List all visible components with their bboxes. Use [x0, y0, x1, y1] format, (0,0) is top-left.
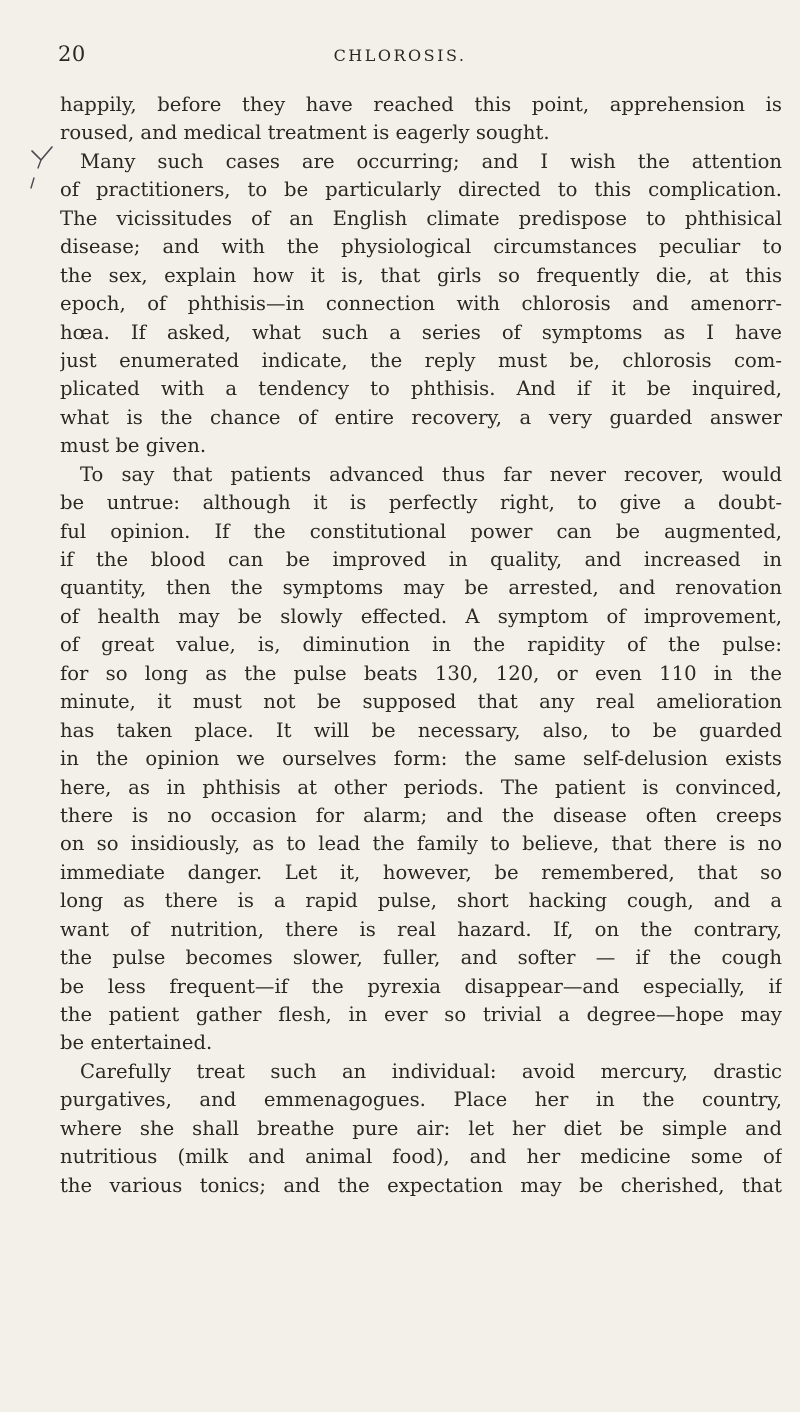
- text-line: there is no occasion for alarm; and the disease often creeps: [60, 803, 782, 827]
- text-line: be less frequent—if the pyrexia disappear—and especially, if: [60, 974, 782, 998]
- text-line: hœa. If asked, what such a series of symptoms as I have: [60, 320, 782, 344]
- text-line: roused, and medical treatment is eagerly sought.: [60, 121, 550, 145]
- text-line: disease; and with the physiological circumstances peculiar to: [60, 235, 782, 259]
- text-line: what is the chance of entire recovery, a very guarded answer: [60, 405, 782, 429]
- text-line: on so insidiously, as to lead the family to believe, that there is no: [60, 832, 782, 856]
- text-line: of practitioners, to be particularly directed to this complication.: [60, 178, 782, 202]
- text-line: plicated with a tendency to phthisis. And if it be inquired,: [60, 377, 782, 401]
- text-line: happily, before they have reached this point, apprehension is: [60, 93, 782, 116]
- text-line: purgatives, and emmenagogues. Place her in the country,: [60, 1088, 782, 1112]
- text-line: just enumerated indicate, the reply must be, chlorosis com-: [60, 348, 782, 372]
- text-line: ful opinion. If the constitutional power can be augmented,: [60, 519, 782, 543]
- text-line: epoch, of phthisis—in connection with chlorosis and amenorr-: [60, 292, 782, 316]
- text-line: want of nutrition, there is real hazard. If, on the contrary,: [60, 917, 782, 941]
- text-line: the sex, explain how it is, that girls so frequently die, at this: [60, 263, 782, 287]
- text-line: long as there is a rapid pulse, short hacking cough, and a: [60, 889, 782, 913]
- text-line: nutritious (milk and animal food), and her medicine some of: [60, 1145, 782, 1169]
- text-line: be untrue: although it is perfectly right, to give a doubt-: [60, 491, 782, 515]
- paragraph-start-line: Carefully treat such an individual: avoid mercury, drastic: [80, 1059, 782, 1083]
- text-line: has taken place. It will be necessary, also, to be guarded: [60, 718, 782, 742]
- paragraph-start-line: Many such cases are occurring; and I wish the attention: [80, 149, 782, 173]
- text-line: the patient gather flesh, in ever so trivial a degree—hope may: [60, 1003, 782, 1026]
- page-number: 20: [58, 42, 86, 66]
- text-line: be entertained.: [60, 1031, 213, 1055]
- text-line: for so long as the pulse beats 130, 120, or even 110 in the: [60, 661, 782, 685]
- text-line: in the opinion we ourselves form: the same self-delusion exists: [60, 747, 782, 771]
- running-head: [0, 38, 800, 78]
- text-line: of health may be slowly effected. A symptom of improvement,: [60, 604, 782, 628]
- text-line: immediate danger. Let it, however, be remembered, that so: [60, 860, 782, 884]
- text-line: must be given.: [60, 434, 207, 458]
- text-line: The vicissitudes of an English climate predispose to phthisical: [60, 206, 782, 230]
- text-line: where she shall breathe pure air: let her diet be simple and: [60, 1116, 782, 1140]
- text-line: here, as in phthisis at other periods. The patient is convinced,: [60, 775, 782, 799]
- text-line: the various tonics; and the expectation may be cherished, that: [60, 1173, 782, 1197]
- text-line: if the blood can be improved in quality, and increased in: [60, 548, 782, 571]
- text-line: quantity, then the symptoms may be arrested, and renovation: [60, 576, 782, 600]
- text-line: the pulse becomes slower, fuller, and softer — if the cough: [60, 946, 782, 970]
- paragraph-start-line: To say that patients advanced thus far never recover, would: [80, 462, 782, 486]
- body-text: [60, 91, 782, 1200]
- running-title: CHLOROSIS.: [333, 46, 467, 65]
- text-line: of great value, is, diminution in the rapidity of the pulse:: [60, 633, 782, 657]
- pencil-check-mark-icon: [30, 144, 60, 190]
- text-line: minute, it must not be supposed that any real amelioration: [60, 690, 782, 714]
